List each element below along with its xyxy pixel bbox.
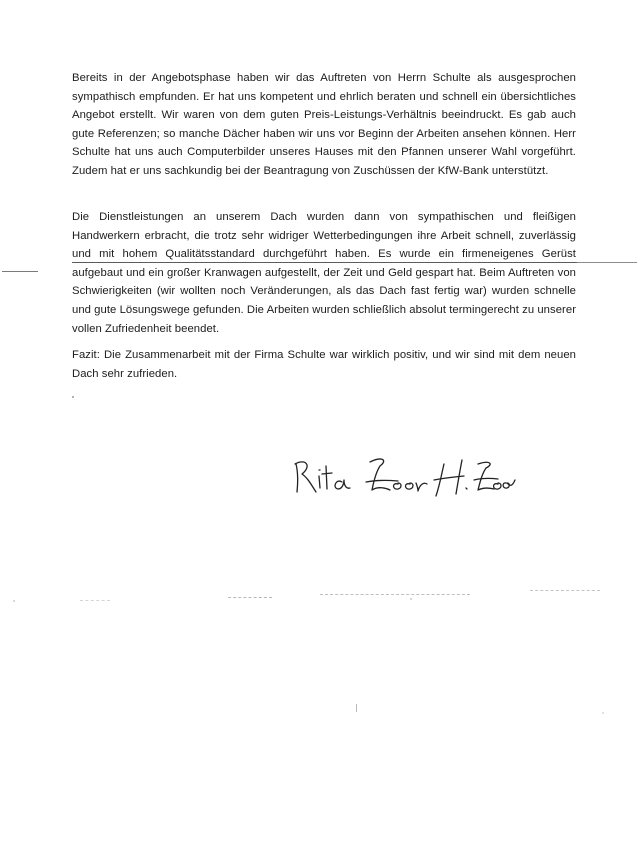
- scan-artifact-dash-2: [320, 594, 470, 596]
- scan-speck-1: [72, 396, 74, 398]
- paragraph-offer-phase: Bereits in der Angebotsphase haben wir das Auftreten von Herrn Schulte als ausgesprochen sympathisch empfunden. Er hat uns kompetent und ehrlich beraten und schnell ein übersichtliches Angebot erstellt. Wir waren von dem guten Preis-Leistungs-Verhältnis beeindruckt. Es gab auch gute Referenzen; so manche Dächer haben wir uns vor Beginn der Arbeiten ansehen können. Herr Schulte hat uns auch Computerbilder unseres Hauses mit den Pfannen unserer Wahl vorgeführt. Zudem hat er uns sachkundig bei der Beantragung von Zuschüssen der KfW-Bank unterstützt.: [72, 72, 576, 177]
- paragraph-services: Die Dienstleistungen an unserem Dach wurden dann von sympathischen und fleißigen Handwerkern erbracht, die trotz sehr widriger Wetterbedingungen ihre Arbeit schnell, zuverlässig und mit hohem Qualitätsstandard durchgeführt haben. Es wurde ein firmeneigenes Gerüst aufgebaut und ein großer Kranwagen aufgestellt, der Zeit und Geld gespart hat. Beim Auftreten von Schwierigkeiten (wir wollten noch Veränderungen, als das Dach fast fertig war) wurden schnelle und gute Lösungswege gefunden. Die Arbeiten wurden schließlich absolut termingerecht zu unserer vollen Zufriedenheit beendet.: [72, 211, 577, 335]
- scan-speck-5: [410, 598, 412, 600]
- scan-artifact-dash-3: [530, 590, 600, 592]
- scan-artifact-line-right: [577, 262, 637, 263]
- scan-artifact-line-left: [2, 271, 38, 272]
- scan-artifact-dash-4: [80, 600, 110, 602]
- scan-speck-3: [356, 704, 357, 712]
- scan-artifact-line-main: [72, 262, 577, 263]
- scan-speck-4: [602, 712, 604, 714]
- handwritten-signature: [286, 452, 516, 502]
- scan-speck-2: [13, 600, 15, 602]
- scan-artifact-dash-1: [228, 597, 272, 599]
- paragraph-conclusion: Fazit: Die Zusammenarbeit mit der Firma Schulte war wirklich positiv, und wir sind mit dem neuen Dach sehr zufrieden.: [72, 349, 576, 380]
